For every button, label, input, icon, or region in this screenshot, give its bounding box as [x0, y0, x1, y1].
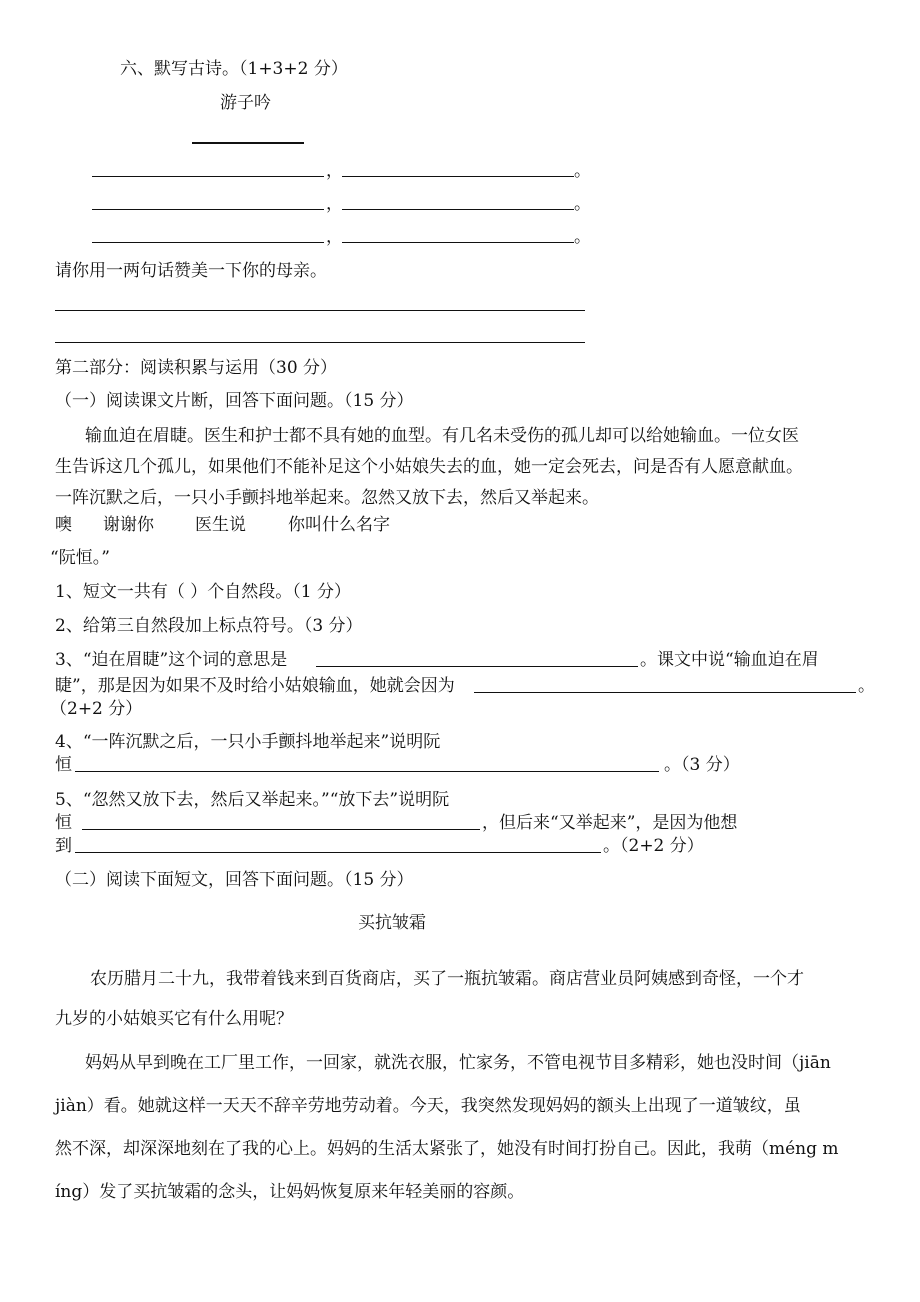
question-5-text: ，但后来“又举起来”，是因为他想	[482, 813, 738, 833]
poem-period: 。	[574, 227, 591, 247]
story-line: 农历腊月二十九，我带着钱来到百货商店，买了一瓶抗皱霜。商店营业员阿姨感到奇怪，一个才	[90, 969, 804, 989]
poem-blank-2b[interactable]	[342, 209, 574, 210]
story-line: íng）发了买抗皱霜的念头，让妈妈恢复原来年轻美丽的容颜。	[55, 1182, 525, 1202]
poem-title: 游子吟	[220, 93, 271, 113]
question-3-text: 。课文中说“输血迫在眉	[640, 650, 819, 670]
q3-blank-1[interactable]	[316, 666, 638, 667]
story-line: 然不深，却深深地刻在了我的心上。妈妈的生活太紧张了，她没有时间打扮自己。因此，我萌（méng m	[55, 1139, 839, 1159]
praise-blank-1[interactable]	[55, 310, 585, 311]
question-2: 2、给第三自然段加上标点符号。（3 分）	[55, 616, 363, 636]
dialog-word: 谢谢你	[103, 515, 154, 535]
poem-comma: ，	[326, 227, 343, 247]
section6-heading: 六、默写古诗。（1+3+2 分）	[120, 59, 348, 79]
question-3-text: 睫”，那是因为如果不及时给小姑娘输血，她就会因为	[55, 676, 455, 696]
q3-blank-2[interactable]	[474, 692, 856, 693]
story-line: 妈妈从早到晚在工厂里工作，一回家，就洗衣服，忙家务，不管电视节目多精彩，她也没时间（jiān	[85, 1053, 831, 1073]
dialog-word: 噢	[55, 515, 72, 535]
story-line: jiàn）看。她就这样一天天不辞辛劳地劳动着。今天，我突然发现妈妈的额头上出现了一道皱纹，虽	[55, 1096, 801, 1116]
sub1-heading: （一）阅读课文片断，回答下面问题。（15 分）	[55, 391, 414, 411]
question-3-text: 3、“迫在眉睫”这个词的意思是	[55, 650, 288, 670]
part2-heading: 第二部分：阅读积累与运用（30 分）	[55, 358, 338, 378]
question-3-score: （2+2 分）	[50, 699, 143, 719]
q5-blank-2[interactable]	[75, 852, 601, 853]
dialog-word: 你叫什么名字	[288, 515, 390, 535]
story-line: 九岁的小姑娘买它有什么用呢？	[55, 1009, 293, 1029]
poem-blank-1b[interactable]	[342, 176, 574, 177]
question-4-text: 恒	[55, 755, 72, 775]
question-4-text: 4、“一阵沉默之后，一只小手颤抖地举起来”说明阮	[55, 732, 441, 752]
q5-blank-1[interactable]	[82, 829, 480, 830]
poem-blank-2a[interactable]	[92, 209, 324, 210]
praise-blank-2[interactable]	[55, 342, 585, 343]
passage-line: 一阵沉默之后，一只小手颤抖地举起来。忽然又放下去，然后又举起来。	[55, 488, 599, 508]
dialog-word: 医生说	[195, 515, 246, 535]
question-3-text: 。	[858, 676, 875, 696]
question-4-score: 。（3 分）	[664, 755, 740, 775]
question-5-text: 到	[55, 836, 72, 856]
poem-blank-1a[interactable]	[92, 176, 324, 177]
dialog-answer: “阮恒。”	[50, 548, 110, 568]
passage-line: 输血迫在眉睫。医生和护士都不具有她的血型。有几名未受伤的孤儿却可以给她输血。一位女医	[85, 426, 799, 446]
question-1: 1、短文一共有（ ）个自然段。（1 分）	[55, 582, 351, 602]
poem-period: 。	[574, 161, 591, 181]
question-5-score: 。（2+2 分）	[603, 836, 704, 856]
poem-period: 。	[574, 194, 591, 214]
question-5-text: 恒	[55, 813, 72, 833]
story-title: 买抗皱霜	[358, 913, 426, 933]
passage-line: 生告诉这几个孤儿，如果他们不能补足这个小姑娘失去的血，她一定会死去，问是否有人愿意献血。	[55, 457, 803, 477]
poem-blank-3a[interactable]	[92, 242, 324, 243]
poem-comma: ，	[326, 161, 343, 181]
sub2-heading: （二）阅读下面短文，回答下面问题。（15 分）	[55, 870, 414, 890]
poem-blank-3b[interactable]	[342, 242, 574, 243]
question-5-text: 5、“忽然又放下去，然后又举起来。”“放下去”说明阮	[55, 790, 450, 810]
poem-comma: ，	[326, 194, 343, 214]
author-blank[interactable]	[192, 142, 304, 144]
q4-blank[interactable]	[75, 771, 659, 772]
praise-prompt: 请你用一两句话赞美一下你的母亲。	[55, 261, 327, 281]
